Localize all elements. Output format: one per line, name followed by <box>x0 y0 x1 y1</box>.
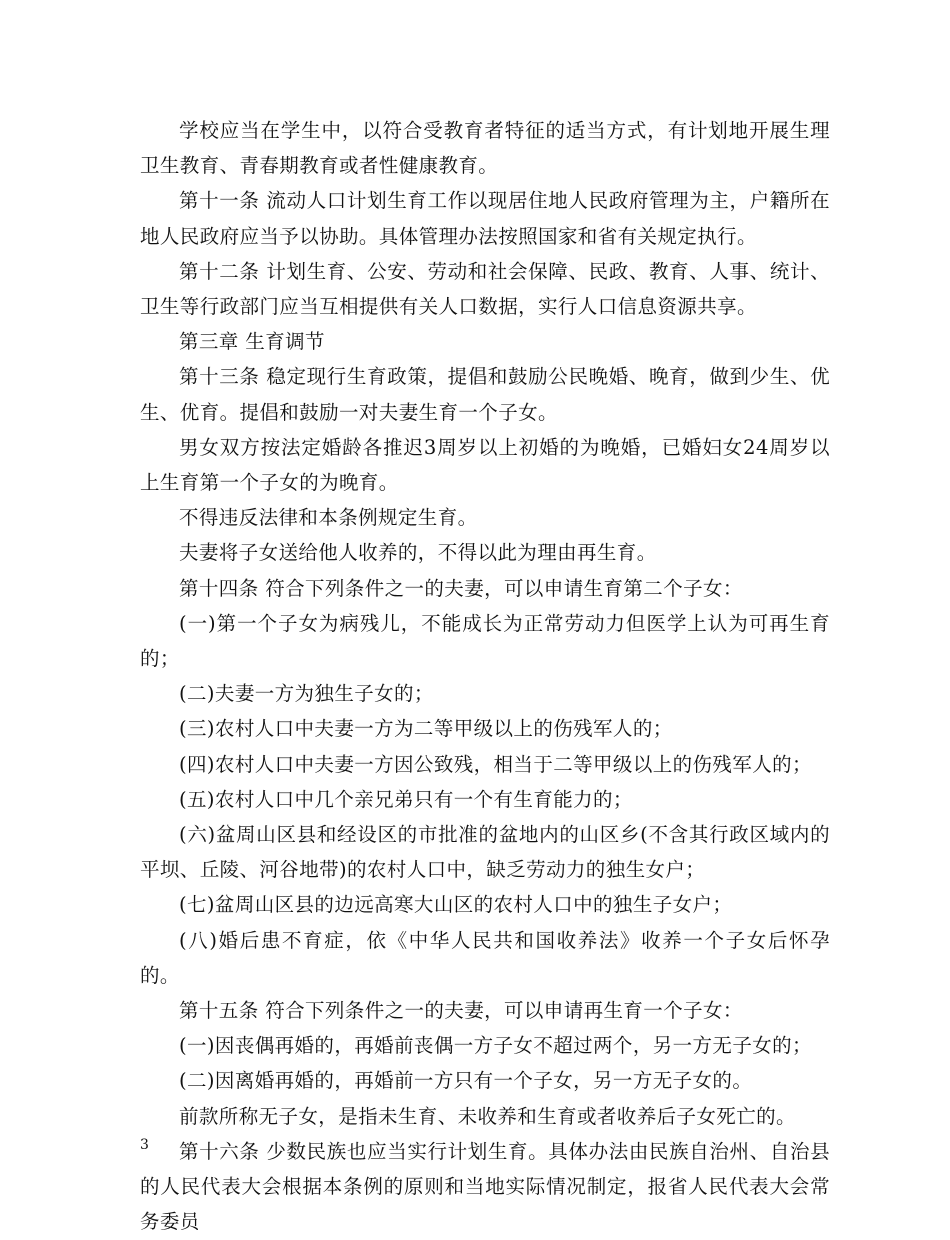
list-item: (四)农村人口中夫妻一方因公致残，相当于二等甲级以上的伤残军人的； <box>179 752 812 776</box>
list-item: (一)因丧偶再婚的，再婚前丧偶一方子女不超过两个，另一方无子女的； <box>179 1034 812 1058</box>
list-item: (一)第一个子女为病残儿，不能成长为正常劳动力但医学上认为可再生育的； <box>140 611 830 671</box>
list-item: (三)农村人口中夫妻一方为二等甲级以上的伤残军人的； <box>179 717 673 741</box>
paragraph: 第十五条 符合下列条件之一的夫妻，可以申请再生育一个子女： <box>179 999 743 1023</box>
list-item: (八)婚后患不育症，依《中华人民共和国收养法》收养一个子女后怀孕的。 <box>140 928 830 987</box>
list-item: (六)盆周山区县和经设区的市批准的盆地内的山区乡(不含其行政区域内的平坝、丘陵、河谷地带)的农村人口中，缺乏劳动力的独生女户； <box>140 823 830 882</box>
paragraph: 第十三条 稳定现行生育政策，提倡和鼓励公民晚婚、晚育，做到少生、优生、优育。提倡和鼓励一对夫妻生育一个子女。 <box>140 365 830 424</box>
list-item: (二)因离婚再婚的，再婚前一方只有一个子女，另一方无子女的。 <box>179 1069 753 1093</box>
paragraph: 第十六条 少数民族也应当实行计划生育。具体办法由民族自治州、自治县的人民代表大会根据本条例的原则和当地实际情况制定，报省人民代表大会常务委员 <box>140 1139 830 1234</box>
paragraph: 第十四条 符合下列条件之一的夫妻，可以申请生育第二个子女： <box>179 576 743 600</box>
paragraph: 夫妻将子女送给他人收养的，不得以此为理由再生育。 <box>179 541 657 565</box>
paragraph: 第十一条 流动人口计划生育工作以现居住地人民政府管理为主，户籍所在地人民政府应当予以协助。具体管理办法按照国家和省有关规定执行。 <box>140 189 830 248</box>
paragraph: 前款所称无子女，是指未生育、未收养和生育或者收养后子女死亡的。 <box>179 1104 796 1128</box>
list-item: (五)农村人口中几个亲兄弟只有一个有生育能力的； <box>179 787 633 811</box>
paragraph: 不得违反法律和本条例规定生育。 <box>179 506 478 530</box>
paragraph: 男女双方按法定婚龄各推迟3周岁以上初婚的为晚婚，已婚妇女24周岁以上生育第一个子女的为晚育。 <box>140 435 830 495</box>
chapter-heading: 第三章 生育调节 <box>179 330 325 354</box>
paragraph: 学校应当在学生中，以符合受教育者特征的适当方式，有计划地开展生理卫生教育、青春期教育或者性健康教育。 <box>140 119 830 178</box>
page-number: 3 <box>140 1137 149 1153</box>
document-body <box>140 113 830 1240</box>
list-item: (七)盆周山区县的边远高寒大山区的农村人口中的独生子女户； <box>179 893 733 917</box>
list-item: (二)夫妻一方为独生子女的； <box>179 682 434 706</box>
paragraph: 第十二条 计划生育、公安、劳动和社会保障、民政、教育、人事、统计、卫生等行政部门应当互相提供有关人口数据，实行人口信息资源共享。 <box>140 259 830 319</box>
